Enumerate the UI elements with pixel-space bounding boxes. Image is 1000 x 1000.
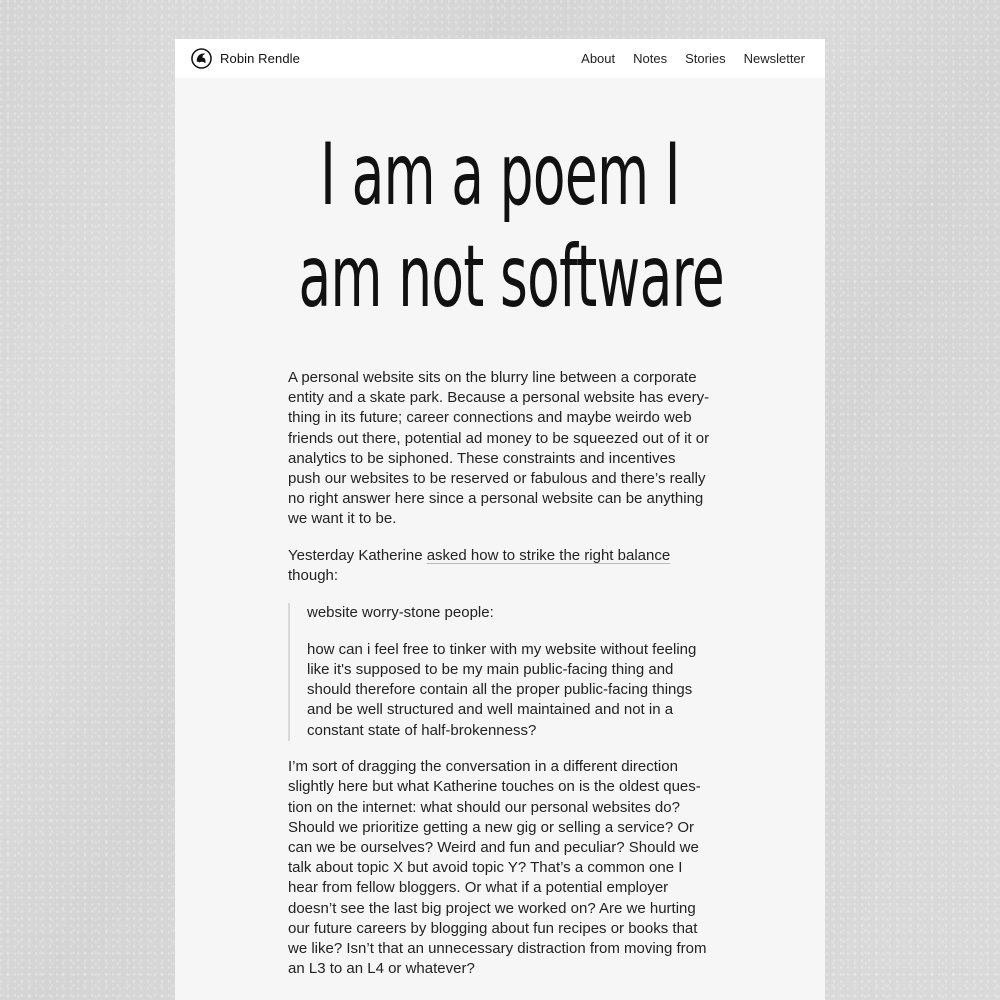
quote-line-1: website worry-stone people: xyxy=(307,604,494,622)
nav-about[interactable]: About xyxy=(581,51,616,66)
paragraph-2 xyxy=(288,546,712,586)
paragraph-1: A personal website sits on the blurry line between a corporate entity and a skate park. Because a personal website has everything in its future; career connections and maybe weirdo web friends out there, potential ad money to be squeezed out of it or analytics to be siphoned. These constraints and incentives push our websites to be reserved or fabulous and there’s really no right answer here since a personal website can be anything we want it to be. xyxy=(288,369,710,528)
paragraph-2-start: Yesterday Katherine xyxy=(288,547,427,565)
site-name: Robin Rendle xyxy=(220,51,300,66)
nav-stories[interactable]: Stories xyxy=(685,51,726,66)
article-body xyxy=(288,368,712,979)
article-title xyxy=(175,124,825,328)
paragraph-2-end: though: xyxy=(288,567,339,585)
home-link[interactable] xyxy=(191,48,300,69)
top-bar xyxy=(175,39,825,78)
nav-newsletter[interactable]: Newsletter xyxy=(743,51,805,66)
bird-logo-icon xyxy=(191,48,212,69)
page-sheet xyxy=(175,39,825,1000)
quote-line-2: how can i feel free to tinker with my website without feeling like it's supposed to be my main public-facing thing and should therefore contain all the proper public-facing things and be well structured and well maintained and not in a constant state of half-brokenness? xyxy=(307,640,697,739)
main-nav xyxy=(581,51,805,66)
title-line-1: I am a poem I xyxy=(320,125,680,225)
paragraph-3: I’m sort of dragging the conversation in a different direction slightly here but what Katherine touches on is the oldest question on the internet: what should our personal websites do? Should we prioritize getting a new gig or selling a service? Or can we be ourselves? Weird and fun and peculiar? Should we talk about topic X but avoid topic Y? That’s a common one I hear from fellow bloggers. Or what if a potential employer doesn’t see the last big project we worked on? Are we hurting our future careers by blogging about fun recipes or books that we like? Isn’t that an unnecessary distraction from moving from an L3 to an L4 or whatever? xyxy=(288,758,707,978)
blockquote xyxy=(288,603,712,741)
title-line-2: am not software xyxy=(298,227,725,327)
katherine-link[interactable]: asked how to strike the right balance xyxy=(426,547,671,565)
nav-notes[interactable]: Notes xyxy=(633,51,668,66)
